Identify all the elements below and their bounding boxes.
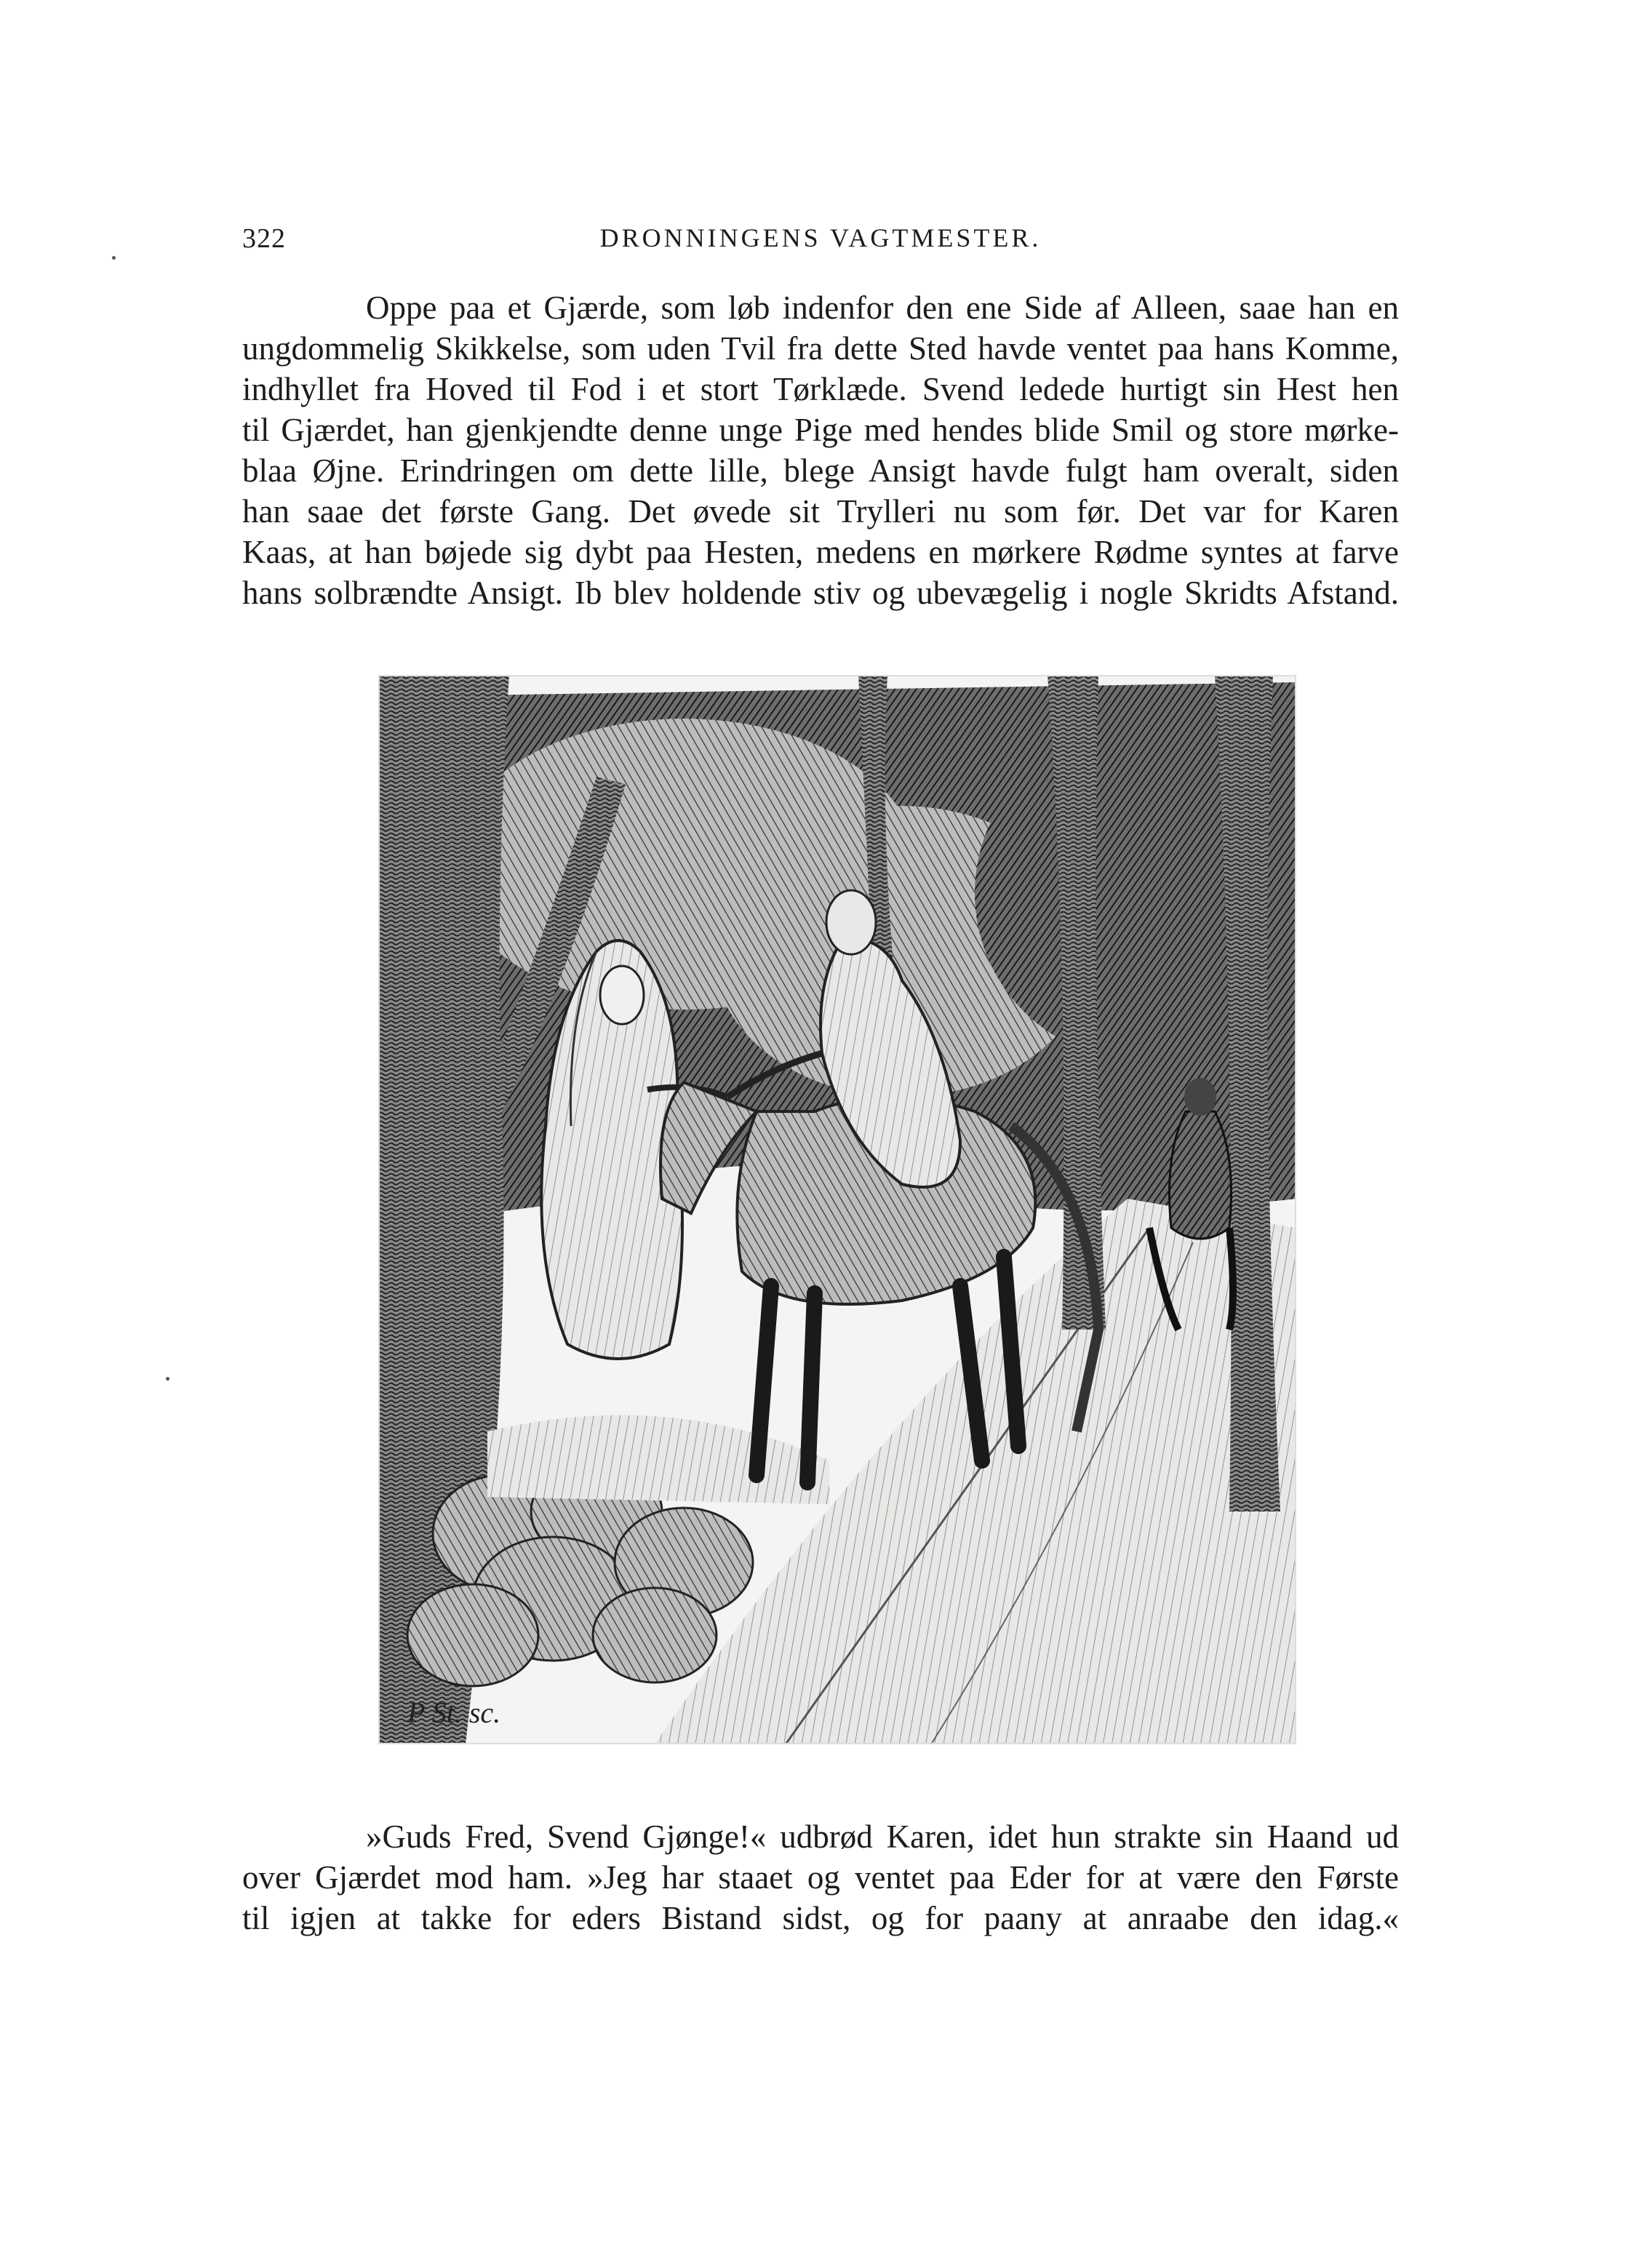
text-line: ungdommelig Skikkelse, som uden Tvil fra dette Sted havde ventet paa hans Komme, (242, 330, 1399, 367)
text-line: »Guds Fred, Svend Gjønge!« udbrød Karen, idet hun strakte sin Haand ud (366, 1818, 1399, 1855)
text-line: han saae det første Gang. Det øvede sit Trylleri nu som før. Det var for Karen (242, 493, 1399, 530)
paragraph-1 (242, 287, 1399, 613)
stray-mark (166, 1377, 169, 1381)
text-line: hans solbrændte Ansigt. Ib blev holdende stiv og ubevægelig i nogle Skridts Afstand. (242, 575, 1399, 611)
text-line: til Gjærdet, han gjenkjendte denne unge Pige med hendes blide Smil og store mørke- (242, 412, 1399, 448)
page-header (242, 223, 1399, 266)
engraving-drawing (378, 675, 1296, 1744)
text-line: indhyllet fra Hoved til Fod i et stort Tørklæde. Svend ledede hurtigt sin Hest hen (242, 371, 1399, 407)
stray-mark (112, 256, 116, 260)
paragraph-2 (242, 1816, 1399, 1938)
engraving-illustration (378, 675, 1296, 1744)
illustration-signature: P St. sc. (407, 1696, 501, 1729)
text-line: blaa Øjne. Erindringen om dette lille, blege Ansigt havde fulgt ham overalt, siden (242, 452, 1399, 489)
text-line: Kaas, at han bøjede sig dybt paa Hesten, medens en mørkere Rødme syntes at farve (242, 534, 1399, 570)
text-line: over Gjærdet mod ham. »Jeg har staaet og ventet paa Eder for at være den Første (242, 1859, 1399, 1896)
running-title: DRONNINGENS VAGTMESTER. (599, 223, 1042, 252)
text-line: til igjen at takke for eders Bistand sidst, og for paany at anraabe den idag.« (242, 1900, 1399, 1936)
text-line: Oppe paa et Gjærde, som løb indenfor den ene Side af Alleen, saae han en (366, 290, 1399, 326)
page-number: 322 (242, 223, 286, 254)
